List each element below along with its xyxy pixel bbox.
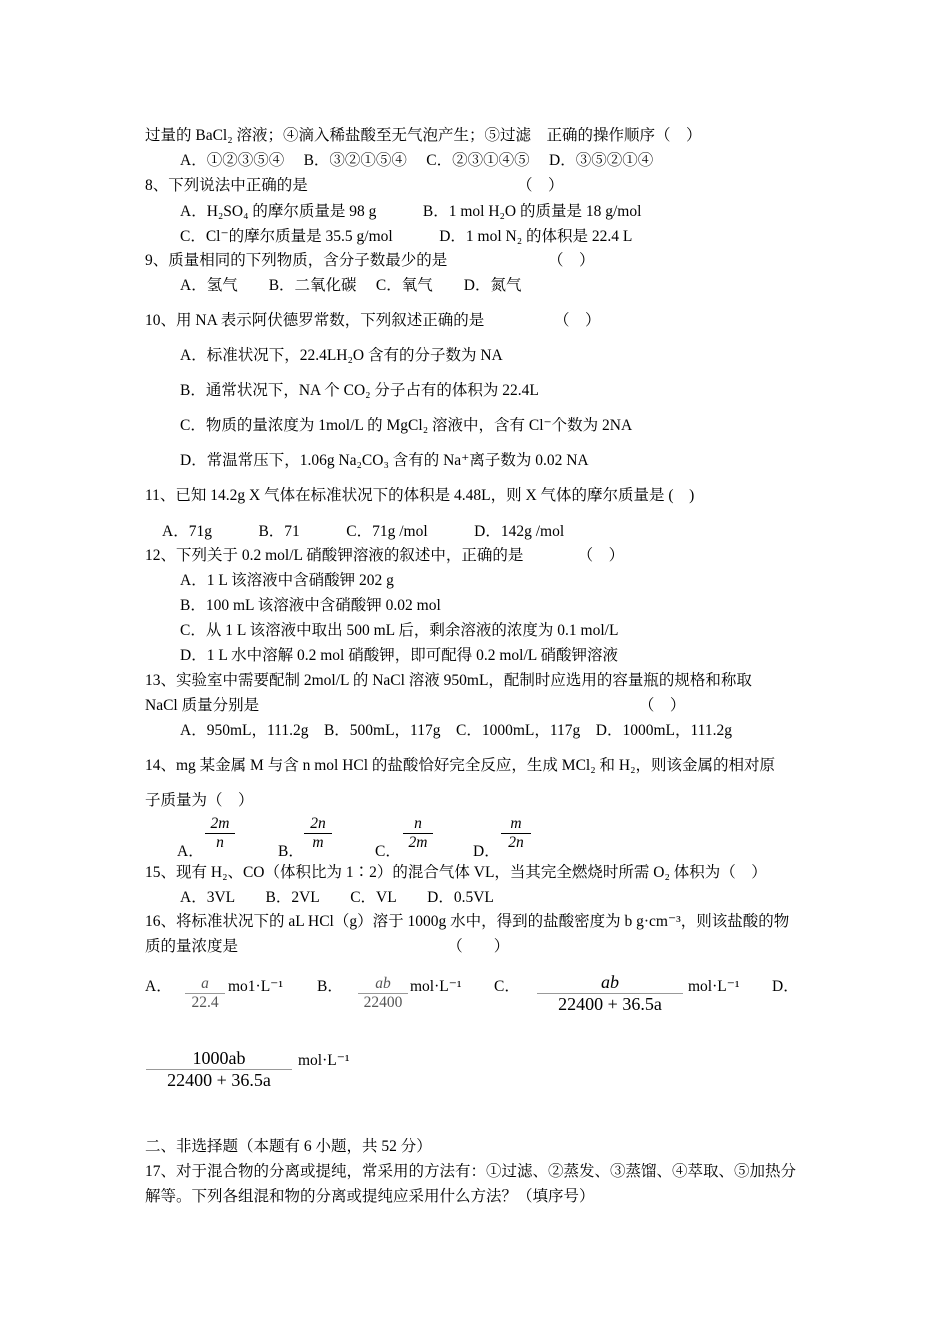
q10-option-a: A．标准状况下，22.4LH₂O 含有的分子数为 NA	[180, 347, 503, 364]
q16-option-b-label: B．	[317, 978, 343, 995]
q12-option-d: D．1 L 水中溶解 0.2 mol 硝酸钾，即可配得 0.2 mol/L 硝酸钾溶液	[180, 647, 619, 664]
q16-option-d-fraction	[146, 1048, 292, 1091]
q8-options-cd: C．Cl⁻的摩尔质量是 35.5 g/mol D．1 mol N₂ 的体积是 22.4 L	[180, 228, 633, 245]
denominator: n	[216, 834, 224, 851]
numerator: 2m	[205, 815, 235, 834]
q16-option-a-unit: mo1·L⁻¹	[228, 978, 284, 995]
q14-option-d-label: D．	[473, 843, 500, 860]
q12-option-a: A．1 L 该溶液中含硝酸钾 202 g	[180, 572, 394, 589]
q16-option-c-unit: mol·L⁻¹	[688, 978, 740, 995]
q16-stem-cont: 质的量浓度是 （ ）	[145, 938, 510, 955]
q16-option-a-label: A．	[145, 978, 172, 995]
q9-stem: 9、质量相同的下列物质，含分子数最少的是 （ ）	[145, 252, 595, 269]
q8-options-ab: A．H₂SO₄ 的摩尔质量是 98 g B．1 mol H₂O 的质量是 18 g/mol	[180, 203, 642, 220]
q14-stem: 14、mg 某金属 M 与含 n mol HCl 的盐酸恰好完全反应，生成 MCl₂ 和 H₂，则该金属的相对原	[145, 757, 775, 774]
denominator: 2m	[408, 834, 428, 851]
q13-stem: 13、实验室中需要配制 2mol/L 的 NaCl 溶液 950mL，配制时应选用的容量瓶的规格和称取	[145, 672, 752, 689]
q9-options: A．氢气 B．二氧化碳 C．氧气 D．氮气	[180, 277, 522, 294]
numerator: ab	[537, 972, 683, 994]
q16-option-b-fraction	[358, 975, 408, 1012]
q17-stem-cont: 解等。下列各组混和物的分离或提纯应采用什么方法？（填序号）	[145, 1188, 595, 1205]
q10-option-b: B．通常状况下，NA 个 CO₂ 分子占有的体积为 22.4L	[180, 382, 539, 399]
numerator: 2n	[304, 815, 332, 834]
q14-stem-cont: 子质量为（ ）	[145, 792, 254, 809]
denominator: 2n	[508, 834, 524, 851]
q14-option-a-fraction	[205, 815, 235, 852]
q16-option-c-label: C．	[494, 978, 520, 995]
denominator: 22400	[363, 994, 403, 1011]
q16-option-d-label: D．	[772, 978, 799, 995]
q10-stem: 10、用 NA 表示阿伏德罗常数，下列叙述正确的是 （ ）	[145, 312, 601, 329]
q14-option-c-fraction	[403, 815, 433, 852]
denominator: 22400 + 36.5a	[558, 994, 662, 1014]
q17-stem: 17、对于混合物的分离或提纯，常采用的方法有：①过滤、②蒸发、③蒸馏、④萃取、⑤加热分	[145, 1163, 797, 1180]
q13-stem-cont: NaCl 质量分别是 （ ）	[145, 697, 686, 714]
q10-option-c: C．物质的量浓度为 1mol/L 的 MgCl₂ 溶液中，含有 Cl⁻个数为 2NA	[180, 417, 633, 434]
q15-stem: 15、现有 H₂、CO（体积比为 1∶2）的混合气体 VL，当其完全燃烧时所需 O₂ 体积为（ ）	[145, 864, 767, 881]
q7-options: A．①②③⑤④ B．③②①⑤④ C．②③①④⑤ D．③⑤②①④	[180, 152, 654, 169]
denominator: m	[312, 834, 324, 851]
denominator: 22400 + 36.5a	[167, 1070, 271, 1090]
numerator: m	[501, 815, 531, 834]
q12-stem: 12、下列关于 0.2 mol/L 硝酸钾溶液的叙述中，正确的是 （ ）	[145, 547, 625, 564]
q16-option-a-fraction	[185, 975, 225, 1012]
q14-option-b-label: B．	[278, 843, 304, 860]
q14-option-b-fraction	[304, 815, 332, 852]
numerator: n	[403, 815, 433, 834]
q14-option-d-fraction	[501, 815, 531, 852]
numerator: ab	[358, 975, 408, 994]
denominator: 22.4	[191, 994, 219, 1011]
q16-option-d-unit: mol·L⁻¹	[298, 1052, 350, 1069]
q11-stem: 11、已知 14.2g X 气体在标准状况下的体积是 4.48L，则 X 气体的摩尔质量是 ( )	[145, 487, 695, 504]
q14-option-a-label: A．	[177, 843, 204, 860]
q14-option-c-label: C．	[375, 843, 401, 860]
q13-options: A．950mL，111.2g B．500mL，117g C．1000mL，117g D．1000mL，111.2g	[180, 722, 732, 739]
section-2-heading: 二、非选择题（本题有 6 小题，共 52 分）	[145, 1138, 432, 1155]
q10-option-d: D．常温常压下，1.06g Na₂CO₃ 含有的 Na⁺离子数为 0.02 NA	[180, 452, 589, 469]
q8-stem: 8、下列说法中正确的是 （ ）	[145, 177, 564, 194]
q12-option-c: C．从 1 L 该溶液中取出 500 mL 后，剩余溶液的浓度为 0.1 mol/L	[180, 622, 619, 639]
q16-option-b-unit: mol·L⁻¹	[410, 978, 462, 995]
numerator: 1000ab	[146, 1048, 292, 1070]
q11-options: A．71g B．71 C．71g /mol D．142g /mol	[162, 523, 565, 540]
numerator: a	[185, 975, 225, 994]
q7-continuation: 过量的 BaCl₂ 溶液；④滴入稀盐酸至无气泡产生；⑤过滤 正确的操作顺序（ ）	[145, 127, 702, 144]
q12-option-b: B．100 mL 该溶液中含硝酸钾 0.02 mol	[180, 597, 441, 614]
q16-option-c-fraction	[537, 972, 683, 1015]
q16-stem: 16、将标准状况下的 aL HCl（g）溶于 1000g 水中，得到的盐酸密度为 b g·cm⁻³，则该盐酸的物	[145, 913, 790, 930]
q15-options: A．3VL B．2VL C．VL D．0.5VL	[180, 889, 494, 906]
